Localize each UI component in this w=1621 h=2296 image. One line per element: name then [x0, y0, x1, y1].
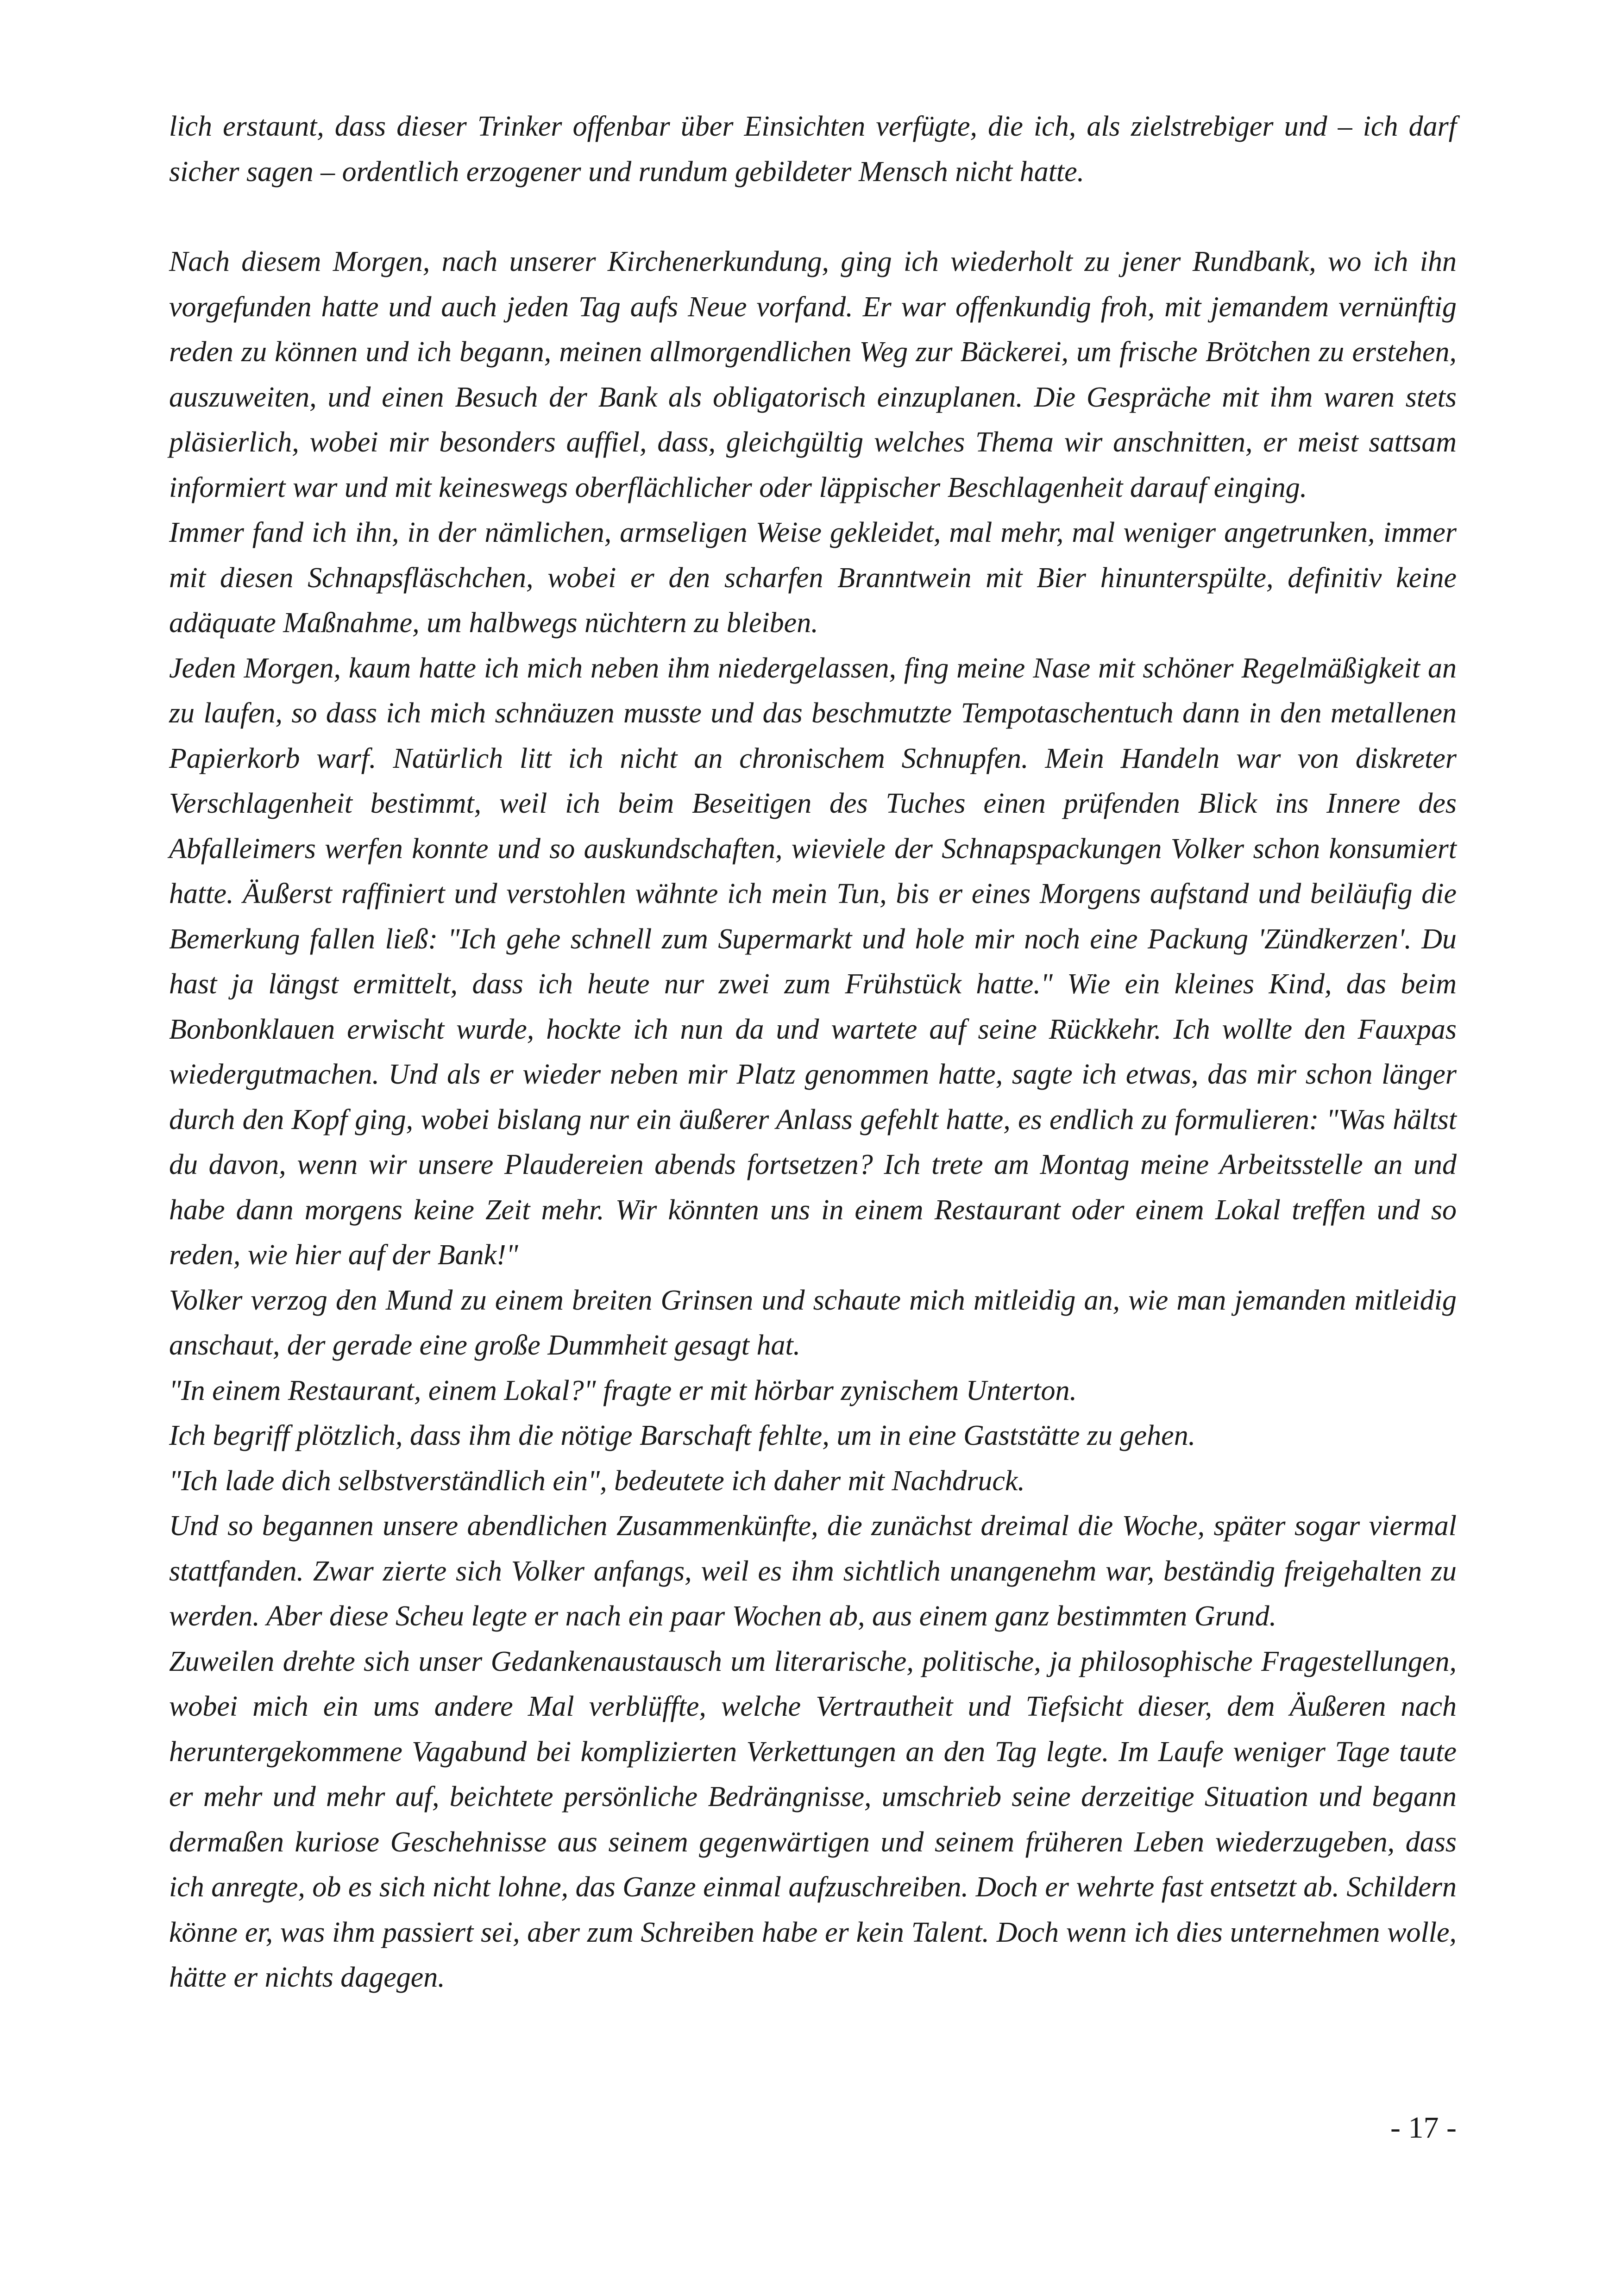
- paragraph-4: Jeden Morgen, kaum hatte ich mich neben ihm niedergelassen, fing meine Nase mit schöner Regelmäßigkeit an zu laufen, so dass ich mich schnäuzen musste und das beschmutzte Tempotaschentuch dann in den metallenen Papierkorb warf. Natürlich litt ich nicht an chronischem Schnupfen. Mein Handeln war von diskreter Verschlagenheit bestimmt, weil ich beim Beseitigen des Tuches einen prüfenden Blick ins Innere des Abfalleimers werfen konnte und so auskundschaften, wieviele der Schnapspackungen Volker schon konsumiert hatte. Äußerst raffiniert und verstohlen wähnte ich mein Tun, bis er eines Morgens aufstand und beiläufig die Bemerkung fallen ließ: "Ich gehe schnell zum Supermarkt und hole mir noch eine Packung 'Zündkerzen'. Du hast ja längst ermittelt, dass ich heute nur zwei zum Frühstück hatte." Wie ein kleines Kind, das beim Bonbonklauen erwischt wurde, hockte ich nun da und wartete auf seine Rückkehr. Ich wollte den Fauxpas wiedergutmachen. Und als er wieder neben mir Platz genommen hatte, sagte ich etwas, das mir schon länger durch den Kopf ging, wobei bislang nur ein äußerer Anlass gefehlt hatte, es endlich zu formulieren: "Was hältst du davon, wenn wir unsere Plaudereien abends fortsetzen? Ich trete am Montag meine Arbeitsstelle an und habe dann morgens keine Zeit mehr. Wir könnten uns in einem Restaurant oder einem Lokal treffen und so reden, wie hier auf der Bank!": [169, 652, 1457, 1271]
- paragraph-2: Nach diesem Morgen, nach unserer Kirchenerkundung, ging ich wiederholt zu jener Rundbank, wo ich ihn vorgefunden hatte und auch jeden Tag aufs Neue vorfand. Er war offenkundig froh, mit jemandem vernünftig reden zu können und ich begann, meinen allmorgendlichen Weg zur Bäckerei, um frische Brötchen zu erstehen, auszuweiten, und einen Besuch der Bank als obligatorisch einzuplanen. Die Gespräche mit ihm waren stets pläsierlich, wobei mir besonders auffiel, dass, gleichgültig welches Thema wir anschnitten, er meist sattsam informiert war und mit keineswegs oberflächlicher oder läppischer Beschlagenheit darauf einging.: [169, 246, 1457, 503]
- paragraph-3: Immer fand ich ihn, in der nämlichen, armseligen Weise gekleidet, mal mehr, mal weniger angetrunken, immer mit diesen Schnapsfläschchen, wobei er den scharfen Branntwein mit Bier hinunterspülte, definitiv keine adäquate Maßnahme, um halbwegs nüchtern zu bleiben.: [169, 517, 1457, 639]
- body-text: [169, 104, 1457, 2001]
- paragraph-5: Volker verzog den Mund zu einem breiten Grinsen und schaute mich mitleidig an, wie man jemanden mitleidig anschaut, der gerade eine große Dummheit gesagt hat.: [169, 1284, 1457, 1361]
- paragraph-6: "In einem Restaurant, einem Lokal?" fragte er mit hörbar zynischem Unterton.: [169, 1374, 1077, 1406]
- page-number: - 17 -: [1390, 2111, 1457, 2145]
- paragraph-10: Zuweilen drehte sich unser Gedankenaustausch um literarische, politische, ja philosophische Fragestellungen, wobei mich ein ums andere Mal verblüffte, welche Vertrautheit und Tiefsicht dieser, dem Äußeren nach heruntergekommene Vagabund bei komplizierten Verkettungen an den Tag legte. Im Laufe weniger Tage taute er mehr und mehr auf, beichtete persönliche Bedrängnisse, umschrieb seine derzeitige Situation und begann dermaßen kuriose Geschehnisse aus seinem gegenwärtigen und seinem früheren Leben wiederzugeben, dass ich anregte, ob es sich nicht lohne, das Ganze einmal aufzuschreiben. Doch er wehrte fast entsetzt ab. Schildern könne er, was ihm passiert sei, aber zum Schreiben habe er kein Talent. Doch wenn ich dies unternehmen wolle, hätte er nichts dagegen.: [169, 1645, 1457, 1993]
- paragraph-1: lich erstaunt, dass dieser Trinker offenbar über Einsichten verfügte, die ich, als zielstrebiger und – ich darf sicher sagen – ordentlich erzogener und rundum gebildeter Mensch nicht hatte.: [169, 111, 1457, 188]
- paragraph-8: "Ich lade dich selbstverständlich ein", bedeutete ich daher mit Nachdruck.: [169, 1465, 1025, 1497]
- paragraph-9: Und so begannen unsere abendlichen Zusammenkünfte, die zunächst dreimal die Woche, später sogar viermal stattfanden. Zwar zierte sich Volker anfangs, weil es ihm sichtlich unangenehm war, beständig freigehalten zu werden. Aber diese Scheu legte er nach ein paar Wochen ab, aus einem ganz bestimmten Grund.: [169, 1510, 1457, 1632]
- paragraph-7: Ich begriff plötzlich, dass ihm die nötige Barschaft fehlte, um in eine Gaststätte zu gehen.: [169, 1420, 1196, 1451]
